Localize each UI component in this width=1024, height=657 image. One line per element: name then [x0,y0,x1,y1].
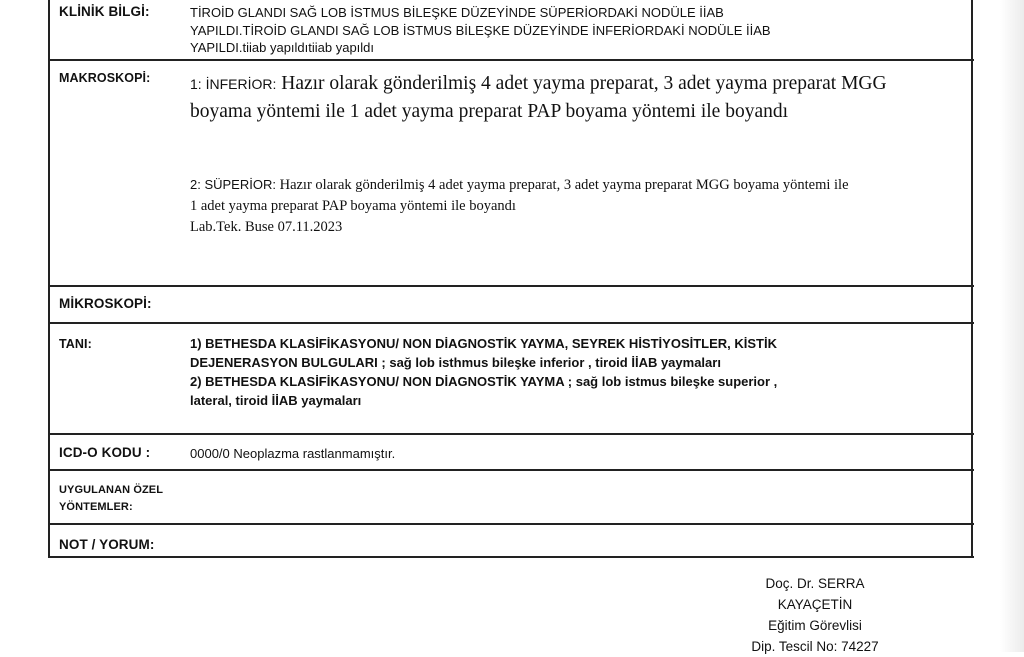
makroskopi-label: MAKROSKOPİ: [59,71,151,85]
tani-line: 2) BETHESDA KLASİFİKASYONU/ NON DİAGNOSTİK YAYMA ; sağ lob istmus bileşke superior , [190,374,778,389]
row-divider [48,556,974,558]
signature-block [700,573,930,657]
page-edge-shadow [1000,0,1024,652]
tani-line: DEJENERASYON BULGULARI ; sağ lob isthmus bileşke inferior , tiroid İİAB yaymaları [190,355,721,370]
not-yorum-label: NOT / YORUM: [59,537,155,552]
signature-line: Doç. Dr. SERRA [765,576,865,591]
makroskopi-item-prefix: 2: SÜPERİOR: [190,177,276,192]
makroskopi-item-inferior [190,70,890,125]
row-divider [48,285,974,287]
mikroskopi-label: MİKROSKOPİ: [59,296,152,311]
lab-tech-note: Lab.Tek. Buse 07.11.2023 [190,219,343,235]
tani-text [190,334,890,410]
row-divider [48,322,974,324]
icd-value: 0000/0 Neoplazma rastlanmamıştır. [190,446,396,461]
signature-line: KAYAÇETİN [777,597,853,612]
uygulanan-ozel-yontemler-label [59,482,163,516]
signature-line: Eğitim Görevlisi [768,618,862,633]
signature-line: Dip. Tescil No: 74227 [751,639,879,654]
row-divider [48,59,974,61]
icd-label: ICD-O KODU : [59,445,151,460]
makroskopi-item-text: Hazır olarak gönderilmiş 4 adet yayma preparat, 3 adet yayma preparat MGG boyama yöntemi ile 1 adet yayma preparat PAP boyama yöntemi ile boyandı [190,73,887,122]
makroskopi-item-prefix: 1: İNFERİOR: [190,76,277,92]
klinik-line: YAPILDI.tiiab yapıldıtiiab yapıldı [190,40,375,55]
label-line: YÖNTEMLER: [59,501,133,513]
row-divider [48,523,974,525]
klinik-line: YAPILDI.TİROİD GLANDI SAĞ LOB İSTMUS BİLEŞKE DÜZEYİNDE İNFERİORDAKİ NODÜLE İİAB [190,22,771,38]
klinik-bilgi-text [190,4,950,57]
label-line: UYGULANAN ÖZEL [59,484,164,496]
tani-line: lateral, tiroid İİAB yaymaları [190,393,362,408]
makroskopi-item-superior [190,174,850,217]
makroskopi-item-text: Hazır olarak gönderilmiş 4 adet yayma preparat, 3 adet yayma preparat MGG boyama yöntemi ile 1 adet yayma preparat PAP boyama yöntemi ile boyandı [190,177,849,214]
tani-label: TANI: [59,337,92,351]
row-divider [48,433,974,435]
klinik-bilgi-label: KLİNİK BİLGİ: [59,4,150,19]
klinik-line: TİROİD GLANDI SAĞ LOB İSTMUS BİLEŞKE DÜZEYİNDE SÜPERİORDAKİ NODÜLE İİAB [190,5,724,20]
tani-line: 1) BETHESDA KLASİFİKASYONU/ NON DİAGNOSTİK YAYMA, SEYREK HİSTİYOSİTLER, KİSTİK [190,336,777,351]
row-divider [48,469,974,471]
